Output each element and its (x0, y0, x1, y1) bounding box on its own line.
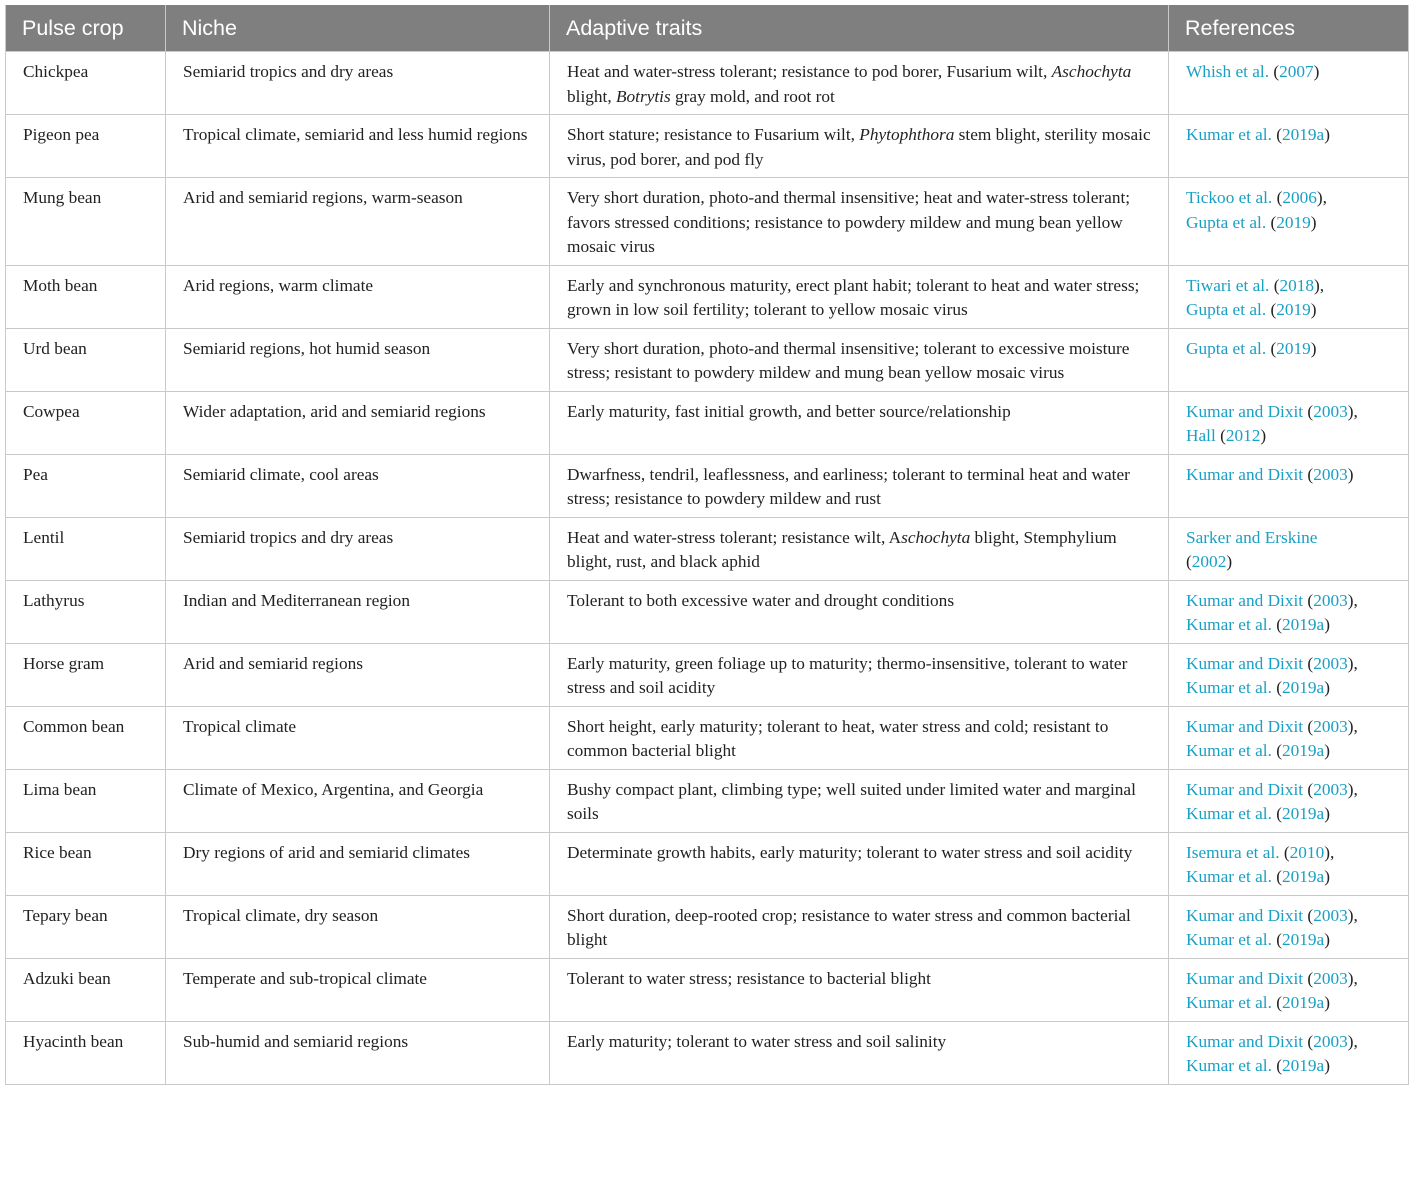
reference-punctuation: ( (1271, 867, 1282, 886)
reference-link[interactable]: Kumar et al. (1186, 125, 1272, 144)
cell-references (1169, 643, 1409, 706)
trait-text: Tolerant to water stress; resistance to bacterial blight (567, 968, 931, 988)
reference-line (1186, 613, 1392, 638)
cell-references (1169, 580, 1409, 643)
cell-references (1169, 178, 1409, 266)
table-row (6, 391, 1409, 454)
table-body (6, 52, 1409, 1085)
reference-punctuation: ) (1324, 993, 1330, 1012)
reference-link[interactable]: Kumar and Dixit (1186, 590, 1304, 610)
cell-pulse-crop: Adzuki bean (6, 958, 166, 1021)
reference-link[interactable]: 2002 (1191, 552, 1227, 571)
reference-link[interactable]: 2003 (1313, 464, 1348, 484)
cell-pulse-crop: Rice bean (6, 832, 166, 895)
cell-references (1169, 958, 1409, 1021)
cell-niche: Dry regions of arid and semiarid climates (166, 832, 550, 895)
reference-punctuation: ( (1266, 300, 1277, 319)
reference-line (1186, 715, 1392, 740)
reference-link[interactable]: Kumar et al. (1186, 930, 1272, 949)
reference-link[interactable]: 2007 (1279, 62, 1314, 81)
reference-punctuation: ( (1303, 1031, 1314, 1051)
reference-link[interactable]: Kumar and Dixit (1186, 653, 1304, 673)
cell-pulse-crop: Lima bean (6, 769, 166, 832)
cell-adaptive-traits (550, 517, 1169, 580)
cell-references (1169, 769, 1409, 832)
reference-link[interactable]: Kumar and Dixit (1186, 464, 1304, 484)
reference-line (1186, 778, 1392, 803)
reference-punctuation: ) (1260, 426, 1267, 445)
reference-link[interactable]: Kumar and Dixit (1186, 905, 1304, 925)
cell-niche: Climate of Mexico, Argentina, and Georgia (166, 769, 550, 832)
reference-link[interactable]: Kumar and Dixit (1186, 716, 1304, 736)
trait-text: Short height, early maturity; tolerant to heat, water stress and cold; resistant to common bacterial blight (567, 716, 1109, 760)
cell-pulse-crop: Pea (6, 454, 166, 517)
reference-link[interactable]: Tiwari et al. (1186, 275, 1270, 295)
trait-text: blight, Stemphylium blight, rust, and black aphid (567, 527, 1117, 571)
cell-niche: Temperate and sub-tropical climate (166, 958, 550, 1021)
pulse-crop-table (5, 5, 1409, 1085)
reference-link[interactable]: 2003 (1313, 905, 1348, 925)
italic-taxon-text: Botrytis (615, 86, 671, 106)
reference-link[interactable]: Gupta et al. (1186, 338, 1267, 358)
cell-adaptive-traits (550, 52, 1169, 115)
reference-link[interactable]: Gupta et al. (1186, 300, 1267, 319)
reference-link[interactable]: Hall (1186, 426, 1216, 445)
reference-link[interactable]: 2003 (1313, 1031, 1348, 1051)
reference-line (1186, 1054, 1392, 1079)
reference-line (1186, 967, 1392, 992)
reference-punctuation: ( (1271, 930, 1282, 949)
cell-references (1169, 328, 1409, 391)
reference-punctuation: ( (1303, 653, 1314, 673)
reference-link[interactable]: 2003 (1313, 779, 1348, 799)
reference-punctuation: ( (1303, 401, 1314, 421)
reference-link[interactable]: Kumar and Dixit (1186, 968, 1304, 988)
table-row (6, 769, 1409, 832)
reference-punctuation: ), (1347, 401, 1358, 421)
reference-link[interactable]: Whish et al. (1186, 62, 1270, 81)
reference-link[interactable]: 2019a (1281, 741, 1325, 760)
reference-punctuation: ), (1324, 842, 1335, 862)
cell-niche: Arid and semiarid regions (166, 643, 550, 706)
reference-line (1186, 400, 1392, 425)
cell-pulse-crop: Horse gram (6, 643, 166, 706)
cell-niche: Tropical climate, dry season (166, 895, 550, 958)
reference-punctuation: ) (1310, 212, 1317, 232)
reference-line (1186, 298, 1392, 323)
reference-link[interactable]: Kumar et al. (1186, 993, 1272, 1012)
reference-line (1186, 865, 1392, 890)
trait-text: Short duration, deep-rooted crop; resistance to water stress and common bacterial blight (567, 905, 1131, 949)
reference-punctuation: ) (1324, 678, 1330, 697)
italic-taxon-text: schochyta (901, 527, 971, 547)
table-row (6, 454, 1409, 517)
cell-adaptive-traits (550, 265, 1169, 328)
trait-text: Determinate growth habits, early maturity; tolerant to water stress and soil acidity (567, 842, 1133, 862)
reference-line (1186, 526, 1392, 551)
reference-punctuation: ( (1303, 590, 1314, 610)
cell-references (1169, 517, 1409, 580)
trait-text: Very short duration, photo-and thermal insensitive; tolerant to excessive moisture stress; resistant to powdery mildew and mung bean yellow mosaic virus (567, 338, 1130, 382)
trait-text: Tolerant to both excessive water and drought conditions (567, 590, 955, 610)
trait-text: stem blight, sterility mosaic virus, pod borer, and pod fly (567, 125, 1151, 169)
header-adaptive-traits: Adaptive traits (550, 5, 1169, 52)
cell-pulse-crop: Urd bean (6, 328, 166, 391)
table-row (6, 1021, 1409, 1084)
cell-references (1169, 832, 1409, 895)
reference-punctuation: ( (1271, 125, 1282, 144)
reference-link[interactable]: 2003 (1313, 401, 1348, 421)
table-row (6, 958, 1409, 1021)
cell-niche: Tropical climate, semiarid and less humid regions (166, 115, 550, 178)
reference-punctuation: ( (1266, 212, 1277, 232)
reference-line (1186, 463, 1392, 488)
reference-punctuation: ( (1266, 338, 1277, 358)
trait-text: Early and synchronous maturity, erect plant habit; tolerant to heat and water stress; grown in low soil fertility; tolerant to yellow mosaic virus (567, 275, 1140, 319)
reference-punctuation: ) (1324, 867, 1330, 886)
trait-text: Early maturity; tolerant to water stress and soil salinity (567, 1031, 947, 1051)
reference-link[interactable]: Tickoo et al. (1186, 188, 1273, 207)
reference-line (1186, 1030, 1392, 1055)
reference-punctuation: ), (1347, 779, 1358, 799)
cell-pulse-crop: Chickpea (6, 52, 166, 115)
trait-text: blight, (567, 86, 616, 106)
reference-link[interactable]: 2019a (1281, 804, 1325, 823)
cell-adaptive-traits (550, 958, 1169, 1021)
reference-link[interactable]: Kumar and Dixit (1186, 779, 1304, 799)
cell-adaptive-traits (550, 643, 1169, 706)
reference-line (1186, 337, 1392, 362)
reference-line (1186, 802, 1392, 827)
cell-adaptive-traits (550, 769, 1169, 832)
reference-punctuation: ( (1303, 779, 1314, 799)
cell-pulse-crop: Mung bean (6, 178, 166, 266)
trait-text: Bushy compact plant, climbing type; well suited under limited water and marginal soils (567, 779, 1136, 823)
reference-line (1186, 424, 1392, 449)
header-references: References (1169, 5, 1409, 52)
reference-punctuation: ) (1324, 1056, 1330, 1075)
reference-punctuation: ) (1324, 804, 1330, 823)
cell-niche: Arid and semiarid regions, warm-season (166, 178, 550, 266)
table-row (6, 328, 1409, 391)
reference-punctuation: ( (1269, 275, 1280, 295)
cell-adaptive-traits (550, 832, 1169, 895)
reference-punctuation: ) (1324, 930, 1330, 949)
reference-line (1186, 904, 1392, 929)
cell-niche: Sub-humid and semiarid regions (166, 1021, 550, 1084)
reference-punctuation: ) (1226, 552, 1233, 571)
header-row (6, 5, 1409, 52)
trait-text: gray mold, and root rot (670, 86, 835, 106)
reference-punctuation: ), (1347, 1031, 1358, 1051)
cell-pulse-crop: Tepary bean (6, 895, 166, 958)
reference-punctuation: ) (1310, 338, 1317, 358)
reference-link[interactable]: Kumar et al. (1186, 804, 1272, 823)
cell-adaptive-traits (550, 328, 1169, 391)
reference-link[interactable]: 2012 (1225, 426, 1261, 445)
table-row (6, 895, 1409, 958)
reference-link[interactable]: 2006 (1282, 188, 1317, 207)
reference-link[interactable]: 2019a (1281, 867, 1325, 886)
reference-punctuation: ( (1303, 464, 1314, 484)
cell-niche: Wider adaptation, arid and semiarid regions (166, 391, 550, 454)
trait-text: Short stature; resistance to Fusarium wilt, (567, 125, 860, 144)
cell-adaptive-traits (550, 391, 1169, 454)
table-row (6, 115, 1409, 178)
reference-link[interactable]: 2010 (1289, 842, 1325, 862)
table-row (6, 832, 1409, 895)
reference-link[interactable]: 2019a (1281, 930, 1325, 949)
table-header (6, 5, 1409, 52)
reference-link[interactable]: 2003 (1313, 590, 1348, 610)
reference-link[interactable]: 2019a (1281, 615, 1325, 634)
reference-link[interactable]: Kumar et al. (1186, 1056, 1272, 1075)
reference-punctuation: ( (1271, 804, 1282, 823)
reference-punctuation: ( (1303, 716, 1314, 736)
reference-punctuation: ) (1310, 300, 1317, 319)
cell-adaptive-traits (550, 178, 1169, 266)
reference-punctuation: ( (1271, 615, 1282, 634)
trait-text: Heat and water-stress tolerant; resistance wilt, A (567, 527, 902, 547)
italic-taxon-text: Phytophthora (859, 125, 955, 144)
reference-link[interactable]: 2019a (1281, 678, 1325, 697)
cell-adaptive-traits (550, 115, 1169, 178)
reference-link[interactable]: 2019 (1276, 338, 1311, 358)
cell-adaptive-traits (550, 706, 1169, 769)
reference-punctuation: ), (1347, 716, 1358, 736)
reference-line (1186, 589, 1392, 614)
cell-niche: Tropical climate (166, 706, 550, 769)
table-row (6, 265, 1409, 328)
reference-link[interactable]: 2003 (1313, 716, 1348, 736)
cell-references (1169, 895, 1409, 958)
reference-punctuation: ( (1272, 188, 1283, 207)
reference-link[interactable]: Kumar and Dixit (1186, 1031, 1304, 1051)
reference-punctuation: ( (1271, 993, 1282, 1012)
reference-punctuation: ) (1347, 464, 1354, 484)
cell-pulse-crop: Cowpea (6, 391, 166, 454)
cell-adaptive-traits (550, 580, 1169, 643)
reference-link[interactable]: 2018 (1279, 275, 1315, 295)
reference-link[interactable]: 2003 (1313, 653, 1348, 673)
reference-punctuation: ( (1303, 905, 1314, 925)
table-row (6, 706, 1409, 769)
reference-punctuation: ( (1186, 552, 1192, 571)
reference-punctuation: ), (1347, 905, 1358, 925)
cell-niche: Semiarid regions, hot humid season (166, 328, 550, 391)
cell-references (1169, 265, 1409, 328)
reference-punctuation: ) (1324, 615, 1330, 634)
reference-punctuation: ), (1347, 653, 1358, 673)
reference-punctuation: ) (1324, 125, 1330, 144)
table-row (6, 580, 1409, 643)
reference-punctuation: ( (1271, 1056, 1282, 1075)
cell-adaptive-traits (550, 895, 1169, 958)
reference-line (1186, 676, 1392, 701)
reference-line (1186, 186, 1392, 211)
italic-taxon-text: Aschochyta (1051, 62, 1132, 81)
trait-text: Dwarfness, tendril, leaflessness, and earliness; tolerant to terminal heat and water stress; resistance to powdery mildew and rust (567, 464, 1130, 508)
header-niche: Niche (166, 5, 550, 52)
reference-link[interactable]: 2019 (1276, 300, 1311, 319)
cell-niche: Semiarid tropics and dry areas (166, 517, 550, 580)
reference-line (1186, 928, 1392, 953)
cell-pulse-crop: Pigeon pea (6, 115, 166, 178)
reference-line (1186, 274, 1392, 299)
reference-link[interactable]: 2019a (1281, 993, 1325, 1012)
reference-line (1186, 991, 1392, 1016)
reference-line (1186, 841, 1392, 866)
reference-line (1186, 550, 1392, 575)
table-row (6, 178, 1409, 266)
reference-punctuation: ( (1215, 426, 1226, 445)
reference-link[interactable]: Sarker and Erskine (1186, 527, 1318, 547)
reference-link[interactable]: 2019a (1281, 1056, 1325, 1075)
cell-references (1169, 52, 1409, 115)
reference-punctuation: ( (1271, 741, 1282, 760)
header-pulse-crop: Pulse crop (6, 5, 166, 52)
reference-link[interactable]: Kumar et al. (1186, 741, 1272, 760)
cell-pulse-crop: Lathyrus (6, 580, 166, 643)
cell-references (1169, 115, 1409, 178)
cell-niche: Arid regions, warm climate (166, 265, 550, 328)
reference-line (1186, 739, 1392, 764)
reference-punctuation: ), (1347, 968, 1358, 988)
reference-link[interactable]: 2019a (1281, 125, 1325, 144)
table-row (6, 52, 1409, 115)
reference-punctuation: ( (1271, 678, 1282, 697)
cell-references (1169, 454, 1409, 517)
reference-punctuation: ) (1313, 62, 1320, 81)
cell-adaptive-traits (550, 454, 1169, 517)
table-row (6, 517, 1409, 580)
reference-punctuation: ( (1279, 842, 1290, 862)
cell-pulse-crop: Common bean (6, 706, 166, 769)
cell-niche: Indian and Mediterranean region (166, 580, 550, 643)
reference-line (1186, 60, 1392, 85)
reference-link[interactable]: Kumar et al. (1186, 678, 1272, 697)
cell-references (1169, 706, 1409, 769)
reference-punctuation: ) (1324, 741, 1330, 760)
cell-references (1169, 391, 1409, 454)
trait-text: Early maturity, fast initial growth, and better source/relationship (567, 401, 1011, 421)
reference-punctuation: ), (1316, 188, 1327, 207)
cell-pulse-crop: Lentil (6, 517, 166, 580)
reference-punctuation: ), (1347, 590, 1358, 610)
reference-line (1186, 652, 1392, 677)
reference-link[interactable]: Kumar et al. (1186, 615, 1272, 634)
reference-link[interactable]: Isemura et al. (1186, 842, 1280, 862)
trait-text: Heat and water-stress tolerant; resistance to pod borer, Fusarium wilt, (567, 62, 1052, 81)
reference-link[interactable]: Kumar et al. (1186, 867, 1272, 886)
cell-niche: Semiarid climate, cool areas (166, 454, 550, 517)
reference-line (1186, 211, 1392, 236)
cell-niche: Semiarid tropics and dry areas (166, 52, 550, 115)
reference-link[interactable]: 2003 (1313, 968, 1348, 988)
reference-punctuation: ( (1303, 968, 1314, 988)
reference-link[interactable]: 2019 (1276, 212, 1311, 232)
cell-pulse-crop: Moth bean (6, 265, 166, 328)
reference-link[interactable]: Kumar and Dixit (1186, 401, 1304, 421)
table-row (6, 643, 1409, 706)
cell-pulse-crop: Hyacinth bean (6, 1021, 166, 1084)
trait-text: Early maturity, green foliage up to maturity; thermo-insensitive, tolerant to water stress and soil acidity (567, 653, 1128, 697)
cell-adaptive-traits (550, 1021, 1169, 1084)
trait-text: Very short duration, photo-and thermal insensitive; heat and water-stress tolerant; favors stressed conditions; resistance to powdery mildew and mung bean yellow mosaic virus (567, 188, 1131, 256)
reference-punctuation: ( (1269, 62, 1280, 81)
reference-line (1186, 123, 1392, 148)
cell-references (1169, 1021, 1409, 1084)
reference-punctuation: ), (1314, 275, 1325, 295)
reference-link[interactable]: Gupta et al. (1186, 212, 1267, 232)
